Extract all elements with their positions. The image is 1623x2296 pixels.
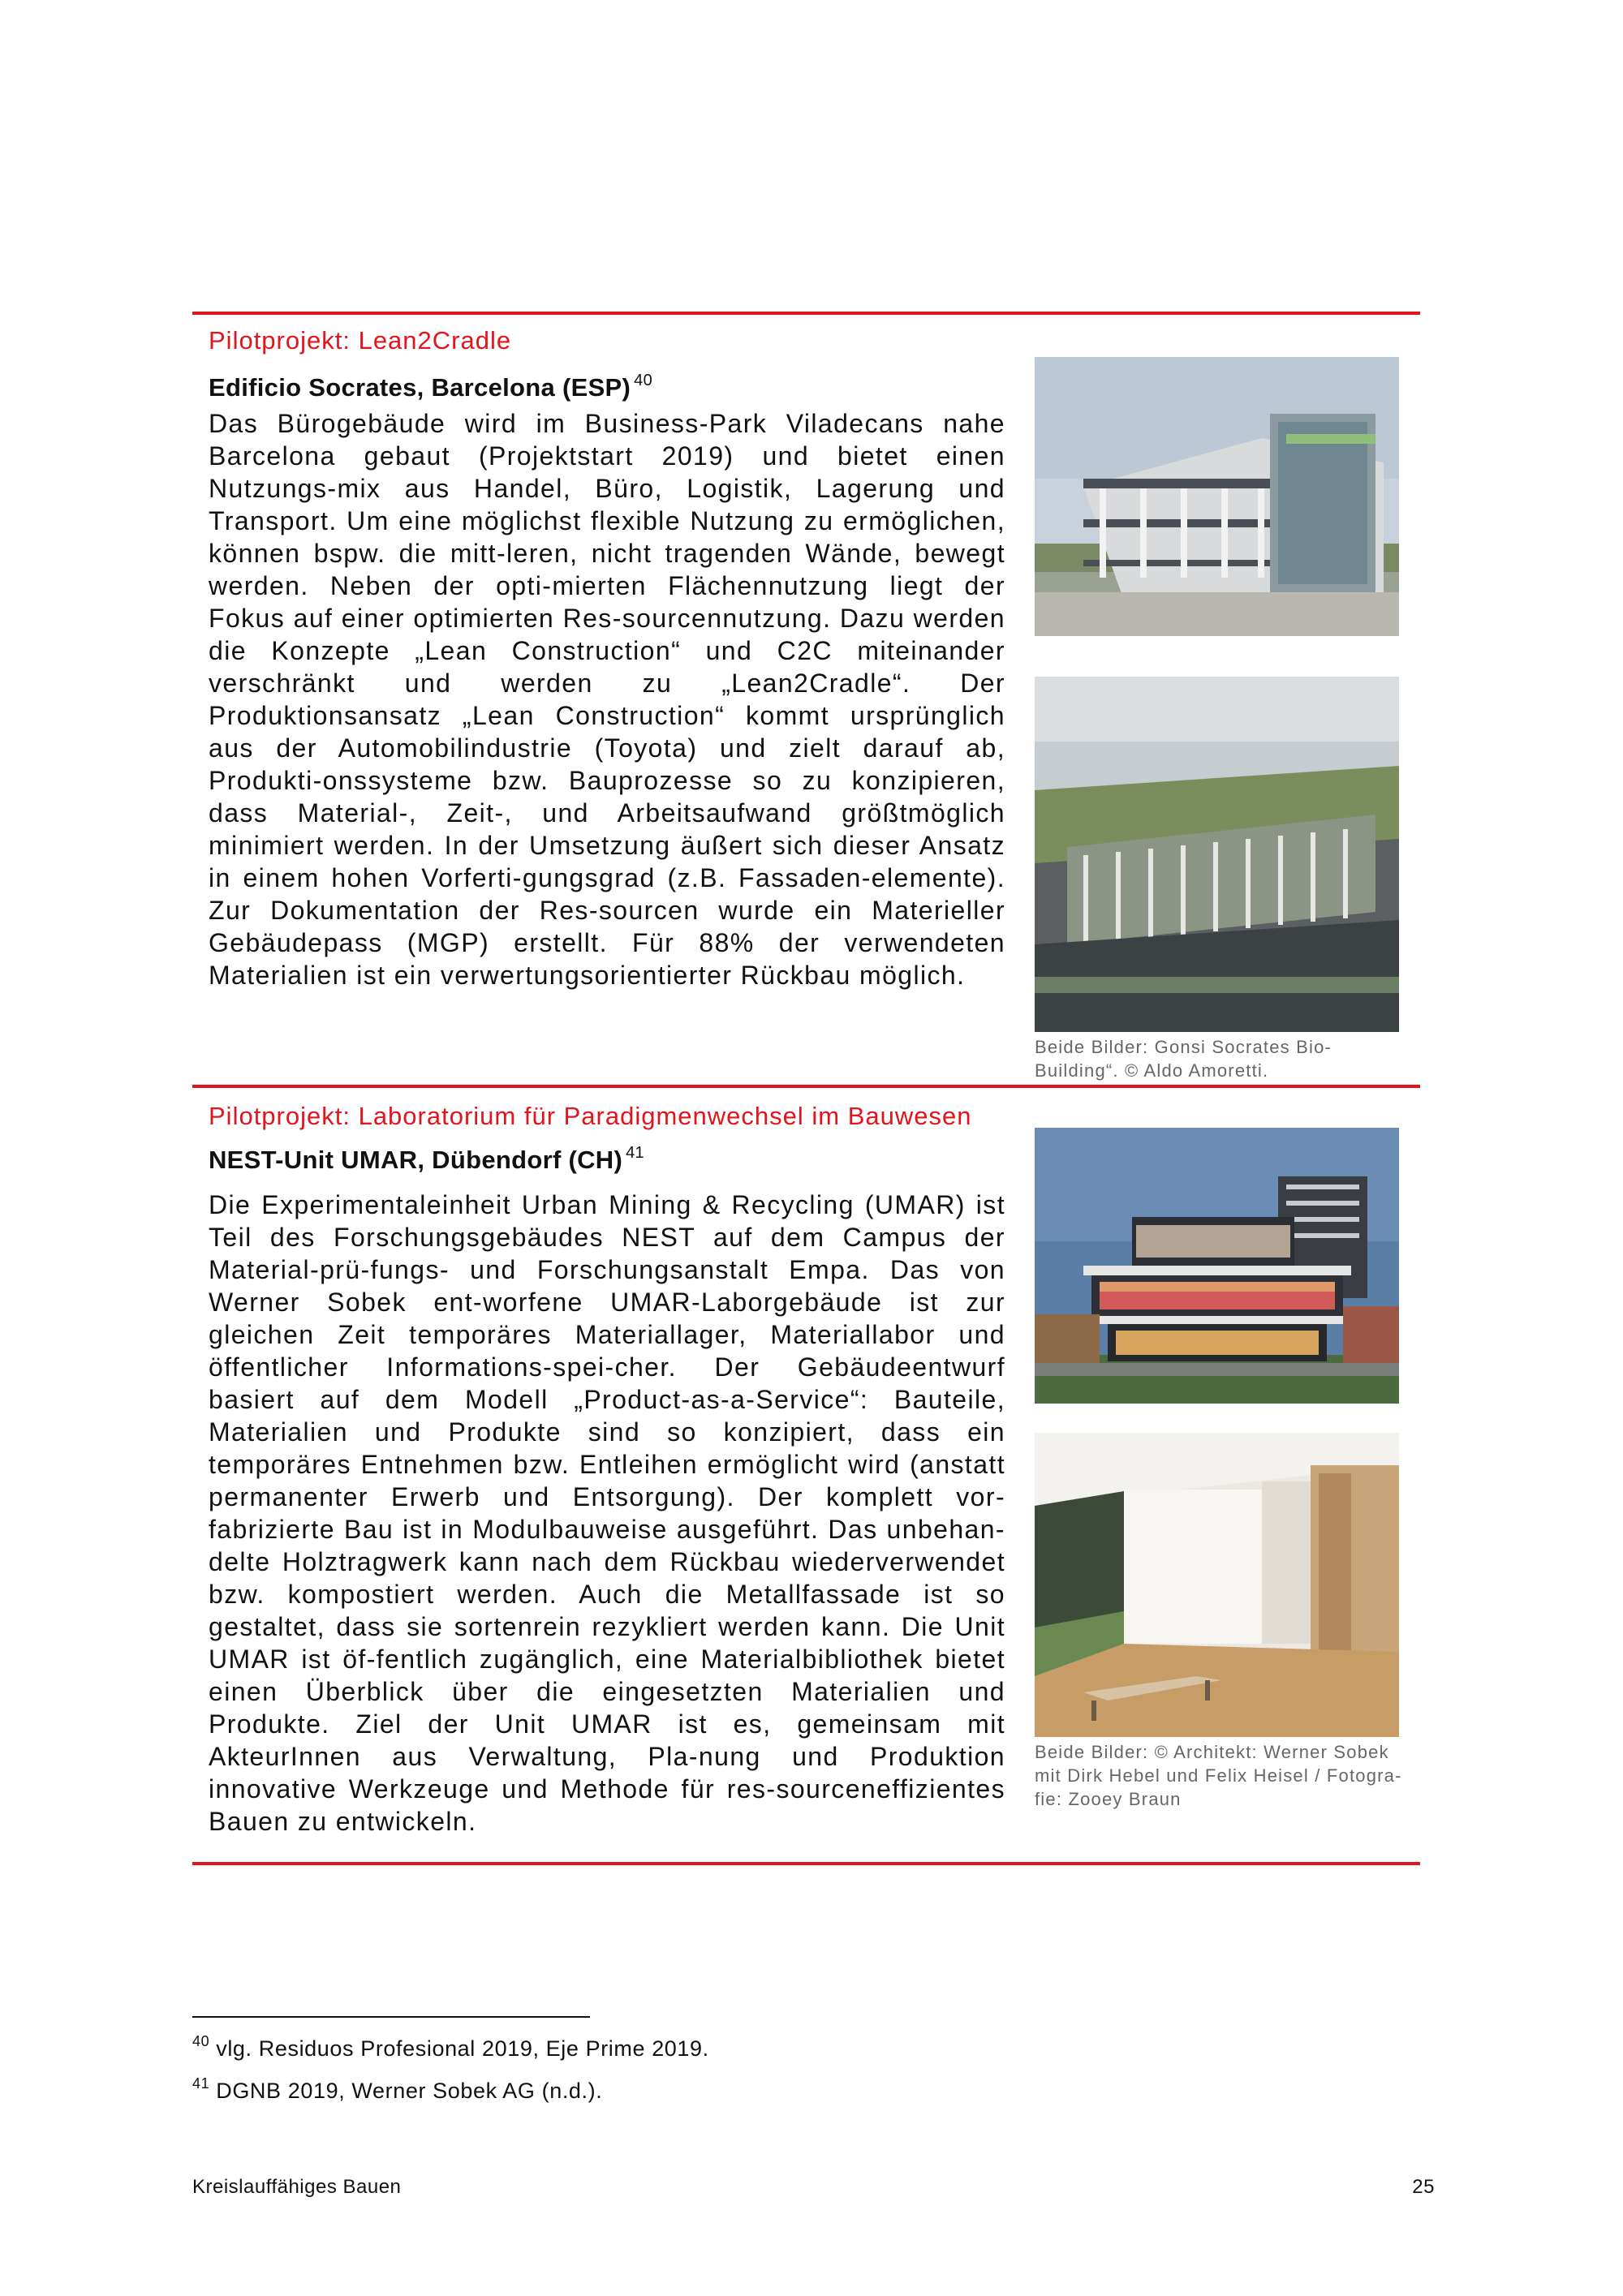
footnote-separator bbox=[192, 2016, 590, 2018]
project-title-2 bbox=[209, 1146, 644, 1175]
footnote-number: 41 bbox=[192, 2075, 210, 2092]
page-number: 25 bbox=[1412, 2176, 1435, 2198]
nest-building-image bbox=[1035, 1128, 1399, 1404]
footer-title: Kreislauffähiges Bauen bbox=[192, 2176, 402, 2198]
footnote-ref: 40 bbox=[634, 372, 652, 389]
project-body-1: Das Bürogebäude wird im Business-Park Viladecans nahe Barcelona gebaut (Projektstart 2019) und bietet einen Nutzungs-mix aus Handel, Büro, Logistik, Lagerung und Transport. Um eine möglichst flexible Nutzung zu ermöglichen, können bspw. die mitt-leren, nicht tragenden Wände, bewegt werden. Neben der opti-mierten Flächennutzung liegt der Fokus auf einer optimierten Res-sourcennutzung. Dazu werden die Konzepte „Lean Construction“ und C2C miteinander verschränkt und werden zu „Lean2Cradle“. Der Produktionsansatz „Lean Construction“ kommt ursprünglich aus der Automobilindustrie (Toyota) und zielt darauf ab, Produkti-onssysteme bzw. Bauprozesse so zu konzipieren, dass Material-, Zeit-, und Arbeitsaufwand größtmöglich minimiert werden. In der Umsetzung äußert sich dieser Ansatz in einem hohen Vorferti-gungsgrad (z.B. Fassaden-elemente). Zur Dokumentation der Res-sourcen wurde ein Materieller Gebäudepass (MGP) erstellt. Für 88% der verwendeten Materialien ist ein verwertungsorientierter Rückbau möglich. bbox=[209, 409, 1005, 990]
socrates-terrace-image bbox=[1035, 677, 1399, 1032]
project-body-2: Die Experimentaleinheit Urban Mining & Recycling (UMAR) ist Teil des Forschungsgebäudes NEST auf dem Campus der Material-prü-fungs- und Forschungsanstalt Empa. Das von Werner Sobek ent-worfene UMAR-Laborgebäude ist zur gleichen Zeit temporäres Materiallager, Materiallabor und öffentlicher Informations-spei-cher. Der Gebäudeentwurf basiert auf dem Modell „Product-as-a-Service“: Bauteile, Materialien und Produkte sind so konzipiert, dass ein temporäres Entnehmen bzw. Entleihen ermöglicht wird (anstatt permanenter Erwerb und Entsorgung). Der komplett vor-fabrizierte Bau ist in Modulbauweise ausgeführt. Das unbehan-delte Holztragwerk kann nach dem Rückbau wiederverwendet bzw. kompostiert werden. Auch die Metallfassade ist so gestaltet, dass sie sortenrein rezykliert werden kann. Die Unit UMAR ist öf-fentlich zugänglich, eine Materialbibliothek bietet einen Überblick über die eingesetzten Materialien und Produkte. Ziel der Unit UMAR ist es, gemeinsam mit AkteurInnen aus Verwaltung, Pla-nung und Produktion innovative Werkzeuge und Methode für res-sourceneffizientes Bauen zu entwickeln. bbox=[209, 1190, 1005, 1836]
section-bottom-rule bbox=[192, 1862, 1420, 1865]
socrates-rendering-image bbox=[1035, 357, 1399, 636]
footnote-41 bbox=[192, 2075, 603, 2104]
nest-interior-image bbox=[1035, 1433, 1399, 1737]
section-divider-rule bbox=[192, 1085, 1420, 1088]
footnote-40 bbox=[192, 2033, 709, 2062]
section-top-rule bbox=[192, 312, 1420, 315]
pilot-label-1: Pilotprojekt: Lean2Cradle bbox=[209, 326, 512, 355]
photo-caption-1: Beide Bilder: Gonsi Socrates Bio-Building“. © Aldo Amoretti. bbox=[1035, 1037, 1332, 1081]
pilot-label-2: Pilotprojekt: Laboratorium für Paradigmenwechsel im Bauwesen bbox=[209, 1102, 972, 1130]
footnote-text: DGNB 2019, Werner Sobek AG (n.d.). bbox=[216, 2079, 603, 2103]
project-title-text: Edificio Socrates, Barcelona (ESP) bbox=[209, 373, 631, 402]
project-title-1 bbox=[209, 373, 652, 402]
photo-caption-2: Beide Bilder: © Architekt: Werner Sobek mit Dirk Hebel und Felix Heisel / Fotogra-fie: Zooey Braun bbox=[1035, 1742, 1402, 1809]
footnote-text: vlg. Residuos Profesional 2019, Eje Prime 2019. bbox=[216, 2036, 709, 2061]
project-title-text: NEST-Unit UMAR, Dübendorf (CH) bbox=[209, 1146, 623, 1174]
footnote-ref: 41 bbox=[626, 1144, 644, 1162]
footnote-number: 40 bbox=[192, 2033, 210, 2049]
